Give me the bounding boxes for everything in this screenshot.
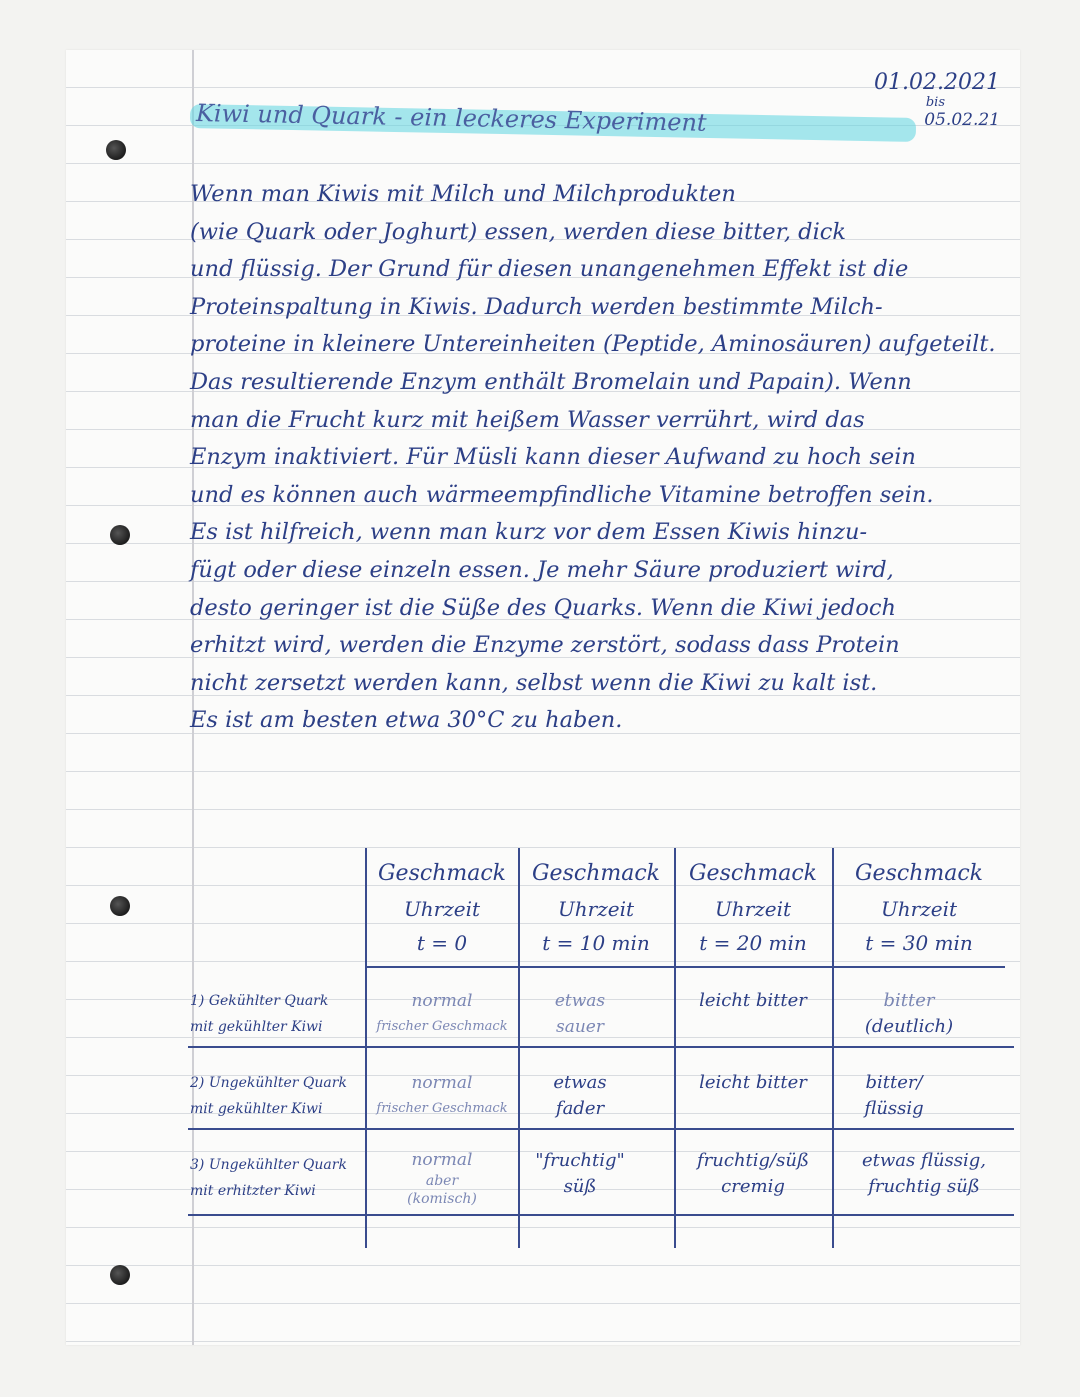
- text-line: Das resultierende Enzym enthält Bromelain und Papain). Wenn: [190, 368, 912, 395]
- table-cell: bitter/ flüssig: [864, 1072, 924, 1119]
- table-cell: fruchtig/süß cremig: [697, 1150, 809, 1197]
- table-header: Geschmack Uhrzeit t = 30 min: [854, 861, 983, 955]
- table-cell: bitter (deutlich): [864, 990, 954, 1037]
- text-line: man die Frucht kurz mit heißem Wasser verrührt, wird das: [190, 406, 865, 433]
- table-cell: normal frischer Geschmack: [376, 1073, 508, 1116]
- text-line: und es können auch wärmeempfindliche Vitamine betroffen sein.: [190, 481, 934, 508]
- table-divider: [188, 1128, 1014, 1130]
- text-line: Es ist am besten etwa 30°C zu haben.: [190, 707, 623, 734]
- table-header: Geschmack Uhrzeit t = 10 min: [531, 861, 660, 955]
- text-line: und flüssig. Der Grund für diesen unangenehmen Effekt ist die: [190, 256, 909, 283]
- table-cell: leicht bitter: [699, 1072, 807, 1093]
- table-cell: etwas fader: [553, 1072, 607, 1119]
- table-header: Geschmack Uhrzeit t = 20 min: [688, 861, 817, 955]
- text-line: Wenn man Kiwis mit Milch und Milchprodukten: [190, 181, 736, 207]
- body-text: [190, 176, 996, 740]
- punch-hole: [110, 525, 130, 545]
- punch-hole: [110, 896, 130, 916]
- text-line: nicht zersetzt werden kann, selbst wenn die Kiwi zu kalt ist.: [190, 669, 878, 696]
- text-line: desto geringer ist die Süße des Quarks. Wenn die Kiwi jedoch: [190, 594, 896, 621]
- text-line: (wie Quark oder Joghurt) essen, werden diese bitter, dick: [190, 218, 847, 245]
- table-divider: [188, 1046, 1014, 1048]
- text-line: Es ist hilfreich, wenn man kurz vor dem Essen Kiwis hinzu-: [190, 519, 868, 546]
- table-cell: "fruchtig" süß: [535, 1150, 625, 1197]
- text-line: Proteinspaltung in Kiwis. Dadurch werden bestimmte Milch-: [190, 293, 883, 320]
- table-cell: etwas sauer: [554, 991, 606, 1037]
- table-cell: normal aber (komisch): [407, 1150, 477, 1207]
- page-title: Kiwi und Quark - ein leckeres Experiment: [195, 99, 707, 137]
- punch-hole: [106, 140, 126, 160]
- table-row-label: 1) Gekühlter Quark mit gekühlter Kiwi: [190, 993, 329, 1035]
- page-title-wrap: [195, 99, 707, 137]
- text-line: fügt oder diese einzeln essen. Je mehr Säure produziert wird,: [190, 556, 894, 583]
- date-connector: bis: [925, 95, 945, 110]
- date-start: 01.02.2021: [874, 70, 1000, 95]
- table-header: Geschmack Uhrzeit t = 0: [377, 861, 506, 955]
- date-end: 05.02.21: [924, 110, 1000, 130]
- punch-hole: [110, 1265, 130, 1285]
- table-cell: etwas flüssig, fruchtig süß: [861, 1150, 987, 1197]
- taste-table: [188, 848, 1016, 1248]
- table-divider: [365, 966, 1005, 968]
- table-cell: leicht bitter: [699, 990, 807, 1011]
- text-line: erhitzt wird, werden die Enzyme zerstört, sodass dass Protein: [190, 632, 900, 659]
- table-row-label: 2) Ungekühlter Quark mit gekühlter Kiwi: [190, 1075, 347, 1117]
- text-line: proteine in kleinere Untereinheiten (Peptide, Aminosäuren) aufgeteilt.: [190, 331, 996, 358]
- table-row-label: 3) Ungekühlter Quark mit erhitzter Kiwi: [190, 1157, 347, 1199]
- table-cell: normal frischer Geschmack: [376, 991, 508, 1034]
- text-line: Enzym inaktiviert. Für Müsli kann dieser Aufwand zu hoch sein: [190, 444, 916, 471]
- table-divider: [188, 1214, 1014, 1216]
